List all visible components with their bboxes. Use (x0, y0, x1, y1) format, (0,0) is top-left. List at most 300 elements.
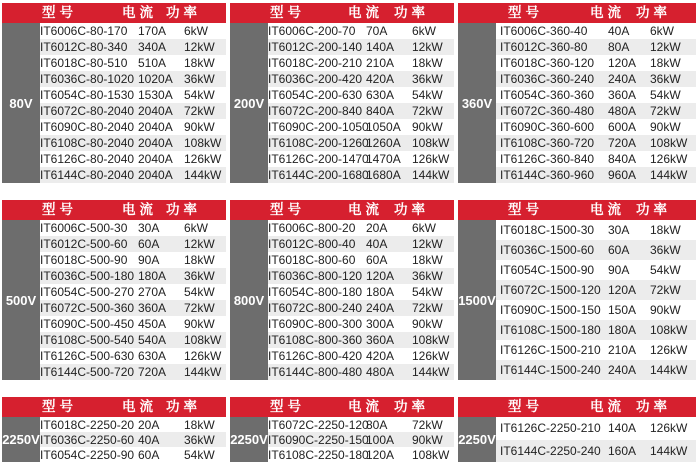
header-model: 型号 (508, 202, 543, 217)
current-cell: 340A (138, 40, 167, 54)
power-cell: 126kW (650, 421, 688, 436)
model-cell: IT6072C-2250-120 (268, 417, 369, 432)
table-row (40, 284, 226, 300)
table-row (496, 119, 696, 135)
power-cell: 12kW (412, 40, 443, 54)
header-current: 电流 (590, 5, 625, 20)
model-cell: IT6108C-2250-180 (268, 447, 369, 462)
panel-header (2, 3, 226, 23)
power-cell: 54kW (412, 88, 443, 102)
current-cell: 2040A (138, 120, 173, 134)
power-cell: 18kW (412, 56, 443, 70)
table-row (268, 151, 454, 167)
current-cell: 2040A (138, 152, 173, 166)
current-cell: 120A (608, 56, 637, 70)
current-cell: 420A (366, 72, 395, 86)
model-cell: IT6012C-80-340 (40, 40, 128, 54)
current-cell: 20A (366, 221, 388, 235)
power-cell: 6kW (184, 221, 208, 235)
table-row (268, 167, 454, 183)
model-cell: IT6036C-500-180 (40, 269, 135, 283)
table-row (496, 167, 696, 183)
model-list (496, 23, 696, 183)
current-cell: 210A (366, 56, 395, 70)
power-cell: 6kW (184, 24, 208, 38)
model-cell: IT6012C-800-40 (268, 237, 356, 251)
current-cell: 1530A (138, 88, 173, 102)
current-cell: 20A (138, 417, 160, 432)
table-row (496, 71, 696, 87)
model-cell: IT6006C-80-170 (40, 24, 128, 38)
panel-header (230, 3, 454, 23)
model-cell: IT6054C-200-630 (268, 88, 363, 102)
power-cell: 126kW (184, 152, 222, 166)
table-row (40, 432, 226, 447)
power-cell: 90kW (184, 317, 215, 331)
table-row (40, 39, 226, 55)
model-cell: IT6144C-360-960 (500, 168, 595, 182)
table-row (496, 151, 696, 167)
power-cell: 6kW (412, 221, 436, 235)
voltage-label: 200V (230, 23, 268, 183)
power-cell: 126kW (650, 152, 688, 166)
voltage-label: 1500V (458, 220, 496, 380)
model-list (268, 23, 454, 183)
power-cell: 12kW (184, 237, 215, 251)
table-row (268, 348, 454, 364)
current-cell: 2040A (138, 136, 173, 150)
table-row (40, 151, 226, 167)
table-row (40, 119, 226, 135)
current-cell: 630A (138, 349, 167, 363)
model-cell: IT6126C-200-1470 (268, 152, 369, 166)
table-row (268, 417, 454, 432)
current-cell: 360A (608, 88, 637, 102)
model-cell: IT6144C-2250-240 (500, 443, 601, 458)
voltage-panel (230, 397, 454, 462)
table-row (268, 23, 454, 39)
power-cell: 144kW (412, 365, 450, 379)
current-cell: 960A (608, 168, 637, 182)
table-row (40, 300, 226, 316)
header-power: 功率 (636, 202, 671, 217)
model-cell: IT6090C-80-2040 (40, 120, 135, 134)
table-row (496, 340, 696, 360)
table-row (268, 55, 454, 71)
current-cell: 30A (608, 223, 630, 237)
model-list (496, 417, 696, 462)
power-cell: 36kW (650, 72, 681, 86)
voltage-label: 80V (2, 23, 40, 183)
current-cell: 40A (608, 24, 630, 38)
table-row (496, 135, 696, 151)
model-cell: IT6090C-200-1050 (268, 120, 369, 134)
model-cell: IT6072C-1500-120 (500, 283, 601, 297)
current-cell: 60A (366, 253, 388, 267)
table-row (40, 87, 226, 103)
header-power: 功率 (166, 399, 201, 414)
model-cell: IT6036C-360-240 (500, 72, 595, 86)
panel-header (458, 3, 696, 23)
table-row (40, 447, 226, 462)
current-cell: 180A (138, 269, 167, 283)
header-power: 功率 (166, 5, 201, 20)
table-row (268, 316, 454, 332)
model-cell: IT6036C-800-120 (268, 269, 363, 283)
model-cell: IT6144C-500-720 (40, 365, 135, 379)
table-row (40, 332, 226, 348)
power-cell: 18kW (184, 253, 215, 267)
current-cell: 80A (608, 40, 630, 54)
model-cell: IT6018C-800-60 (268, 253, 356, 267)
table-row (268, 447, 454, 462)
power-cell: 144kW (650, 363, 688, 377)
table-row (40, 417, 226, 432)
model-cell: IT6126C-500-630 (40, 349, 135, 363)
header-power: 功率 (636, 399, 671, 414)
power-cell: 144kW (650, 443, 688, 458)
table-row (268, 103, 454, 119)
table-row (40, 316, 226, 332)
current-cell: 1020A (138, 72, 173, 86)
model-cell: IT6018C-500-90 (40, 253, 128, 267)
power-cell: 54kW (650, 263, 681, 277)
power-cell: 6kW (412, 24, 436, 38)
header-current: 电流 (122, 202, 157, 217)
voltage-label: 800V (230, 220, 268, 380)
model-cell: IT6006C-500-30 (40, 221, 128, 235)
header-model: 型号 (42, 399, 77, 414)
power-cell: 72kW (412, 301, 443, 315)
model-cell: IT6126C-2250-210 (500, 421, 601, 436)
current-cell: 1050A (366, 120, 401, 134)
table-row (268, 268, 454, 284)
power-cell: 6kW (650, 24, 674, 38)
power-cell: 36kW (650, 243, 681, 257)
power-cell: 72kW (650, 283, 681, 297)
table-row (268, 332, 454, 348)
voltage-panel (458, 397, 696, 462)
table-row (268, 284, 454, 300)
power-cell: 54kW (184, 88, 215, 102)
model-cell: IT6108C-500-540 (40, 333, 135, 347)
current-cell: 840A (366, 104, 395, 118)
model-list (496, 220, 696, 380)
current-cell: 480A (608, 104, 637, 118)
current-cell: 90A (138, 253, 160, 267)
table-row (268, 135, 454, 151)
power-cell: 18kW (650, 223, 681, 237)
current-cell: 210A (608, 343, 637, 357)
power-cell: 144kW (650, 168, 688, 182)
model-cell: IT6054C-800-180 (268, 285, 363, 299)
header-model: 型号 (270, 202, 305, 217)
table-row (268, 39, 454, 55)
panel-header (230, 200, 454, 220)
voltage-label: 2250V (230, 417, 268, 462)
model-cell: IT6054C-2250-90 (40, 447, 135, 462)
model-cell: IT6072C-360-480 (500, 104, 595, 118)
power-cell: 72kW (184, 301, 215, 315)
header-current: 电流 (590, 202, 625, 217)
model-cell: IT6090C-1500-150 (500, 303, 601, 317)
power-cell: 36kW (184, 72, 215, 86)
table-row (268, 119, 454, 135)
current-cell: 120A (608, 283, 637, 297)
model-cell: IT6144C-80-2040 (40, 168, 135, 182)
current-cell: 60A (608, 243, 630, 257)
header-power: 功率 (166, 202, 201, 217)
power-cell: 108kW (650, 136, 688, 150)
current-cell: 160A (608, 443, 637, 458)
current-cell: 70A (366, 24, 388, 38)
table-row (40, 252, 226, 268)
current-cell: 140A (608, 421, 637, 436)
model-cell: IT6036C-200-420 (268, 72, 363, 86)
power-cell: 144kW (412, 168, 450, 182)
header-model: 型号 (270, 399, 305, 414)
current-cell: 1260A (366, 136, 401, 150)
model-cell: IT6144C-1500-240 (500, 363, 601, 377)
current-cell: 300A (366, 317, 395, 331)
power-cell: 54kW (184, 285, 215, 299)
power-cell: 36kW (184, 269, 215, 283)
power-cell: 126kW (184, 349, 222, 363)
current-cell: 140A (366, 40, 395, 54)
model-cell: IT6054C-360-360 (500, 88, 595, 102)
table-row (496, 240, 696, 260)
panel-header (230, 397, 454, 417)
voltage-panel (2, 3, 226, 183)
model-cell: IT6006C-200-70 (268, 24, 356, 38)
header-current: 电流 (122, 5, 157, 20)
table-row (40, 55, 226, 71)
table-row (496, 39, 696, 55)
panel-header (2, 397, 226, 417)
voltage-panel (230, 200, 454, 380)
power-cell: 12kW (412, 237, 443, 251)
table-row (496, 23, 696, 39)
model-cell: IT6006C-800-20 (268, 221, 356, 235)
power-cell: 18kW (412, 253, 443, 267)
current-cell: 180A (608, 323, 637, 337)
voltage-panel (458, 200, 696, 380)
current-cell: 840A (608, 152, 637, 166)
model-cell: IT6054C-80-1530 (40, 88, 135, 102)
table-row (496, 417, 696, 440)
power-cell: 90kW (184, 120, 215, 134)
model-cell: IT6144C-800-480 (268, 365, 363, 379)
header-current: 电流 (348, 5, 383, 20)
power-cell: 126kW (412, 349, 450, 363)
power-cell: 72kW (650, 104, 681, 118)
table-row (40, 23, 226, 39)
header-current: 电流 (348, 399, 383, 414)
voltage-panel (2, 200, 226, 380)
table-row (496, 55, 696, 71)
current-cell: 270A (138, 285, 167, 299)
current-cell: 1680A (366, 168, 401, 182)
header-model: 型号 (508, 399, 543, 414)
current-cell: 450A (138, 317, 167, 331)
power-cell: 90kW (412, 432, 443, 447)
table-row (496, 220, 696, 240)
power-cell: 108kW (184, 136, 222, 150)
current-cell: 60A (138, 447, 160, 462)
current-cell: 90A (608, 263, 630, 277)
power-cell: 18kW (650, 56, 681, 70)
current-cell: 480A (366, 365, 395, 379)
table-row (268, 432, 454, 447)
power-cell: 108kW (412, 333, 450, 347)
model-cell: IT6072C-200-840 (268, 104, 363, 118)
model-cell: IT6090C-2250-150 (268, 432, 369, 447)
power-cell: 90kW (412, 120, 443, 134)
power-cell: 18kW (184, 56, 215, 70)
power-cell: 36kW (412, 72, 443, 86)
table-row (40, 103, 226, 119)
model-cell: IT6012C-200-140 (268, 40, 363, 54)
table-row (268, 71, 454, 87)
table-row (496, 440, 696, 463)
power-cell: 126kW (412, 152, 450, 166)
power-cell: 36kW (412, 269, 443, 283)
model-cell: IT6018C-2250-20 (40, 417, 135, 432)
current-cell: 240A (608, 363, 637, 377)
model-cell: IT6018C-360-120 (500, 56, 595, 70)
power-cell: 108kW (412, 136, 450, 150)
panel-header (458, 200, 696, 220)
current-cell: 30A (138, 221, 160, 235)
model-cell: IT6072C-800-240 (268, 301, 363, 315)
voltage-label: 360V (458, 23, 496, 183)
power-cell: 90kW (412, 317, 443, 331)
current-cell: 720A (608, 136, 637, 150)
current-cell: 420A (366, 349, 395, 363)
model-cell: IT6018C-80-510 (40, 56, 128, 70)
current-cell: 170A (138, 24, 167, 38)
table-row (40, 71, 226, 87)
table-row (496, 320, 696, 340)
voltage-label: 2250V (458, 417, 496, 462)
header-power: 功率 (394, 5, 429, 20)
model-cell: IT6054C-500-270 (40, 285, 135, 299)
header-power: 功率 (394, 399, 429, 414)
table-row (496, 280, 696, 300)
header-power: 功率 (636, 5, 671, 20)
current-cell: 100A (366, 432, 395, 447)
model-cell: IT6108C-80-2040 (40, 136, 135, 150)
power-cell: 108kW (184, 333, 222, 347)
power-cell: 36kW (184, 432, 215, 447)
panel-header (458, 397, 696, 417)
table-row (268, 364, 454, 380)
current-cell: 510A (138, 56, 167, 70)
model-cell: IT6054C-1500-90 (500, 263, 595, 277)
current-cell: 120A (366, 447, 395, 462)
current-cell: 2040A (138, 104, 173, 118)
power-cell: 54kW (650, 88, 681, 102)
table-row (40, 236, 226, 252)
model-cell: IT6108C-360-720 (500, 136, 595, 150)
model-cell: IT6144C-200-1680 (268, 168, 369, 182)
power-cell: 54kW (412, 285, 443, 299)
voltage-panel (458, 3, 696, 183)
model-cell: IT6072C-500-360 (40, 301, 135, 315)
header-model: 型号 (42, 5, 77, 20)
panel-header (2, 200, 226, 220)
model-cell: IT6012C-360-80 (500, 40, 588, 54)
power-cell: 90kW (650, 303, 681, 317)
current-cell: 2040A (138, 168, 173, 182)
model-cell: IT6090C-800-300 (268, 317, 363, 331)
header-current: 电流 (590, 399, 625, 414)
power-cell: 72kW (412, 417, 443, 432)
table-row (496, 360, 696, 380)
table-row (496, 103, 696, 119)
current-cell: 60A (138, 237, 160, 251)
header-model: 型号 (508, 5, 543, 20)
current-cell: 720A (138, 365, 167, 379)
model-list (40, 417, 226, 462)
table-row (268, 87, 454, 103)
power-cell: 54kW (184, 447, 215, 462)
table-row (496, 300, 696, 320)
table-row (496, 87, 696, 103)
header-current: 电流 (122, 399, 157, 414)
model-cell: IT6090C-500-450 (40, 317, 135, 331)
power-cell: 12kW (650, 40, 681, 54)
voltage-label: 2250V (2, 417, 40, 462)
header-current: 电流 (348, 202, 383, 217)
model-list (268, 220, 454, 380)
model-cell: IT6126C-360-840 (500, 152, 595, 166)
current-cell: 240A (366, 301, 395, 315)
table-row (268, 236, 454, 252)
model-cell: IT6126C-80-2040 (40, 152, 135, 166)
header-power: 功率 (394, 202, 429, 217)
table-row (268, 300, 454, 316)
model-cell: IT6126C-800-420 (268, 349, 363, 363)
model-cell: IT6036C-80-1020 (40, 72, 135, 86)
power-cell: 72kW (184, 104, 215, 118)
header-model: 型号 (42, 202, 77, 217)
current-cell: 1470A (366, 152, 401, 166)
model-cell: IT6090C-360-600 (500, 120, 595, 134)
model-cell: IT6108C-1500-180 (500, 323, 601, 337)
header-model: 型号 (270, 5, 305, 20)
model-cell: IT6108C-200-1260 (268, 136, 369, 150)
model-cell: IT6036C-2250-60 (40, 432, 135, 447)
power-cell: 108kW (412, 447, 450, 462)
current-cell: 120A (366, 269, 395, 283)
voltage-panel (230, 3, 454, 183)
current-cell: 180A (366, 285, 395, 299)
model-cell: IT6018C-1500-30 (500, 223, 595, 237)
table-row (268, 220, 454, 236)
power-cell: 72kW (412, 104, 443, 118)
current-cell: 540A (138, 333, 167, 347)
model-cell: IT6012C-500-60 (40, 237, 128, 251)
table-row (40, 268, 226, 284)
model-cell: IT6108C-800-360 (268, 333, 363, 347)
power-cell: 108kW (650, 323, 688, 337)
current-cell: 360A (366, 333, 395, 347)
power-cell: 144kW (184, 168, 222, 182)
model-cell: IT6126C-1500-210 (500, 343, 601, 357)
model-cell: IT6018C-200-210 (268, 56, 363, 70)
current-cell: 600A (608, 120, 637, 134)
